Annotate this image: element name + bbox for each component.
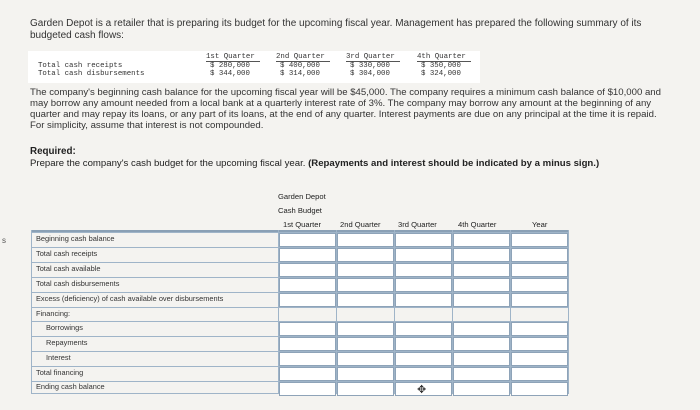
intro-text: Garden Depot is a retailer that is preparing its budget for the upcoming fiscal year. Management has prepared the following summary of its budgeted cash flows: (30, 18, 642, 41)
budget-input-cell[interactable] (337, 337, 394, 351)
column-header-q4: 4th Quarter (458, 220, 497, 229)
budget-input-cell[interactable] (395, 352, 452, 366)
budget-input-cell[interactable] (279, 352, 336, 366)
column-header-q2: 2nd Quarter (340, 220, 381, 229)
row-label-excess-deficiency: Excess (deficiency) of cash available over disbursements (36, 294, 224, 303)
budget-input-cell[interactable] (395, 367, 452, 381)
receipts-q3: $ 330,000 (350, 62, 390, 70)
budget-input-cell[interactable] (453, 322, 510, 336)
disbursements-q3: $ 304,000 (350, 70, 390, 78)
row-label-financing: Financing: (36, 309, 71, 318)
budget-input-cell[interactable] (511, 337, 568, 351)
row-label-interest: Interest (46, 353, 71, 362)
budget-input-cell[interactable] (279, 263, 336, 277)
budget-input-cell[interactable] (395, 233, 452, 247)
budget-input-cell[interactable] (337, 278, 394, 292)
row-label-total-disbursements: Total cash disbursements (36, 279, 120, 288)
budget-input-cell[interactable] (337, 352, 394, 366)
budget-input-cell[interactable] (395, 293, 452, 307)
receipts-q1: $ 280,000 (210, 62, 250, 70)
budget-input-cell[interactable] (395, 322, 452, 336)
column-header-q1: 1st Quarter (283, 220, 321, 229)
flows-header-q1: 1st Quarter (206, 53, 255, 61)
row-label-total-financing: Total financing (36, 368, 84, 377)
budget-input-cell[interactable] (453, 233, 510, 247)
budget-input-cell[interactable] (279, 367, 336, 381)
budget-input-cell[interactable] (453, 352, 510, 366)
budget-input-cell[interactable] (395, 248, 452, 262)
grid-row-divider (31, 307, 569, 308)
flows-header-q3: 3rd Quarter (346, 53, 395, 61)
budget-input-cell[interactable] (511, 263, 568, 277)
row-label-total-receipts: Total cash receipts (36, 249, 98, 258)
row-label-total-available: Total cash available (36, 264, 101, 273)
budget-input-cell[interactable] (453, 248, 510, 262)
budget-input-cell[interactable] (279, 337, 336, 351)
budget-input-cell[interactable] (395, 278, 452, 292)
grid-column-divider (31, 230, 32, 393)
disbursements-q4: $ 324,000 (421, 70, 461, 78)
receipts-q2: $ 400,000 (280, 62, 320, 70)
prepare-text: Prepare the company's cash budget for the upcoming fiscal year. (30, 158, 306, 169)
column-header-year: Year (532, 220, 548, 229)
budget-input-cell[interactable] (279, 293, 336, 307)
receipts-label: Total cash receipts (38, 62, 123, 70)
budget-input-cell[interactable] (337, 322, 394, 336)
budget-input-cell[interactable] (453, 293, 510, 307)
budget-company: Garden Depot (278, 192, 326, 201)
problem-paragraph: The company's beginning cash balance for the upcoming fiscal year will be $45,000. The company requires a minimum cash balance of $10,000 and may borrow any amount needed from a local bank at a quarterly interest rate of 3%. The company may borrow any amount at the beginning of any quarter and may repay its loans, or any part of its loans, at the end of any quarter. Interest payments are due on any principal at the time it is repaid. For simplicity, assume that interest is not compounded. (30, 87, 661, 131)
budget-input-cell[interactable] (279, 278, 336, 292)
budget-input-cell[interactable] (279, 382, 336, 396)
row-label-repayments: Repayments (46, 338, 88, 347)
budget-input-cell[interactable] (337, 382, 394, 396)
budget-input-cell[interactable] (337, 248, 394, 262)
move-cursor-icon: ✥ (417, 384, 427, 396)
budget-input-cell[interactable] (337, 367, 394, 381)
flows-header-q4: 4th Quarter (417, 53, 466, 61)
budget-input-cell[interactable] (337, 293, 394, 307)
budget-input-cell[interactable] (453, 337, 510, 351)
disbursements-q1: $ 344,000 (210, 70, 250, 78)
budget-input-cell[interactable] (511, 382, 568, 396)
flows-header-q2: 2nd Quarter (276, 53, 325, 61)
budget-input-cell[interactable] (279, 322, 336, 336)
column-header-q3: 3rd Quarter (398, 220, 437, 229)
budget-input-cell[interactable] (511, 293, 568, 307)
budget-input-cell[interactable] (453, 367, 510, 381)
budget-title: Cash Budget (278, 206, 322, 215)
budget-input-cell[interactable] (279, 233, 336, 247)
budget-input-cell[interactable] (511, 367, 568, 381)
disbursements-label: Total cash disbursements (38, 70, 145, 78)
prepare-note: (Repayments and interest should be indicated by a minus sign.) (308, 158, 600, 169)
budget-input-cell[interactable] (279, 248, 336, 262)
row-label-beginning-cash: Beginning cash balance (36, 234, 115, 243)
budget-input-cell[interactable] (511, 322, 568, 336)
row-label-borrowings: Borrowings (46, 323, 83, 332)
prepare-instruction (30, 158, 599, 169)
disbursements-q2: $ 314,000 (280, 70, 320, 78)
grid-column-divider (568, 230, 569, 393)
budget-input-cell[interactable] (453, 278, 510, 292)
budget-input-cell[interactable] (395, 337, 452, 351)
side-mark: s (2, 236, 6, 245)
budget-input-cell[interactable] (453, 382, 510, 396)
budget-input-cell[interactable] (453, 263, 510, 277)
receipts-q4: $ 350,000 (421, 62, 461, 70)
cash-budget-grid (31, 230, 569, 393)
budget-input-cell[interactable] (511, 278, 568, 292)
budget-input-cell[interactable] (337, 233, 394, 247)
budget-input-cell[interactable] (511, 248, 568, 262)
budget-input-cell[interactable] (511, 233, 568, 247)
required-label: Required: (30, 146, 76, 157)
row-label-ending-cash: Ending cash balance (36, 382, 105, 391)
budget-input-cell[interactable] (395, 263, 452, 277)
budget-input-cell[interactable] (511, 352, 568, 366)
budget-input-cell[interactable] (337, 263, 394, 277)
